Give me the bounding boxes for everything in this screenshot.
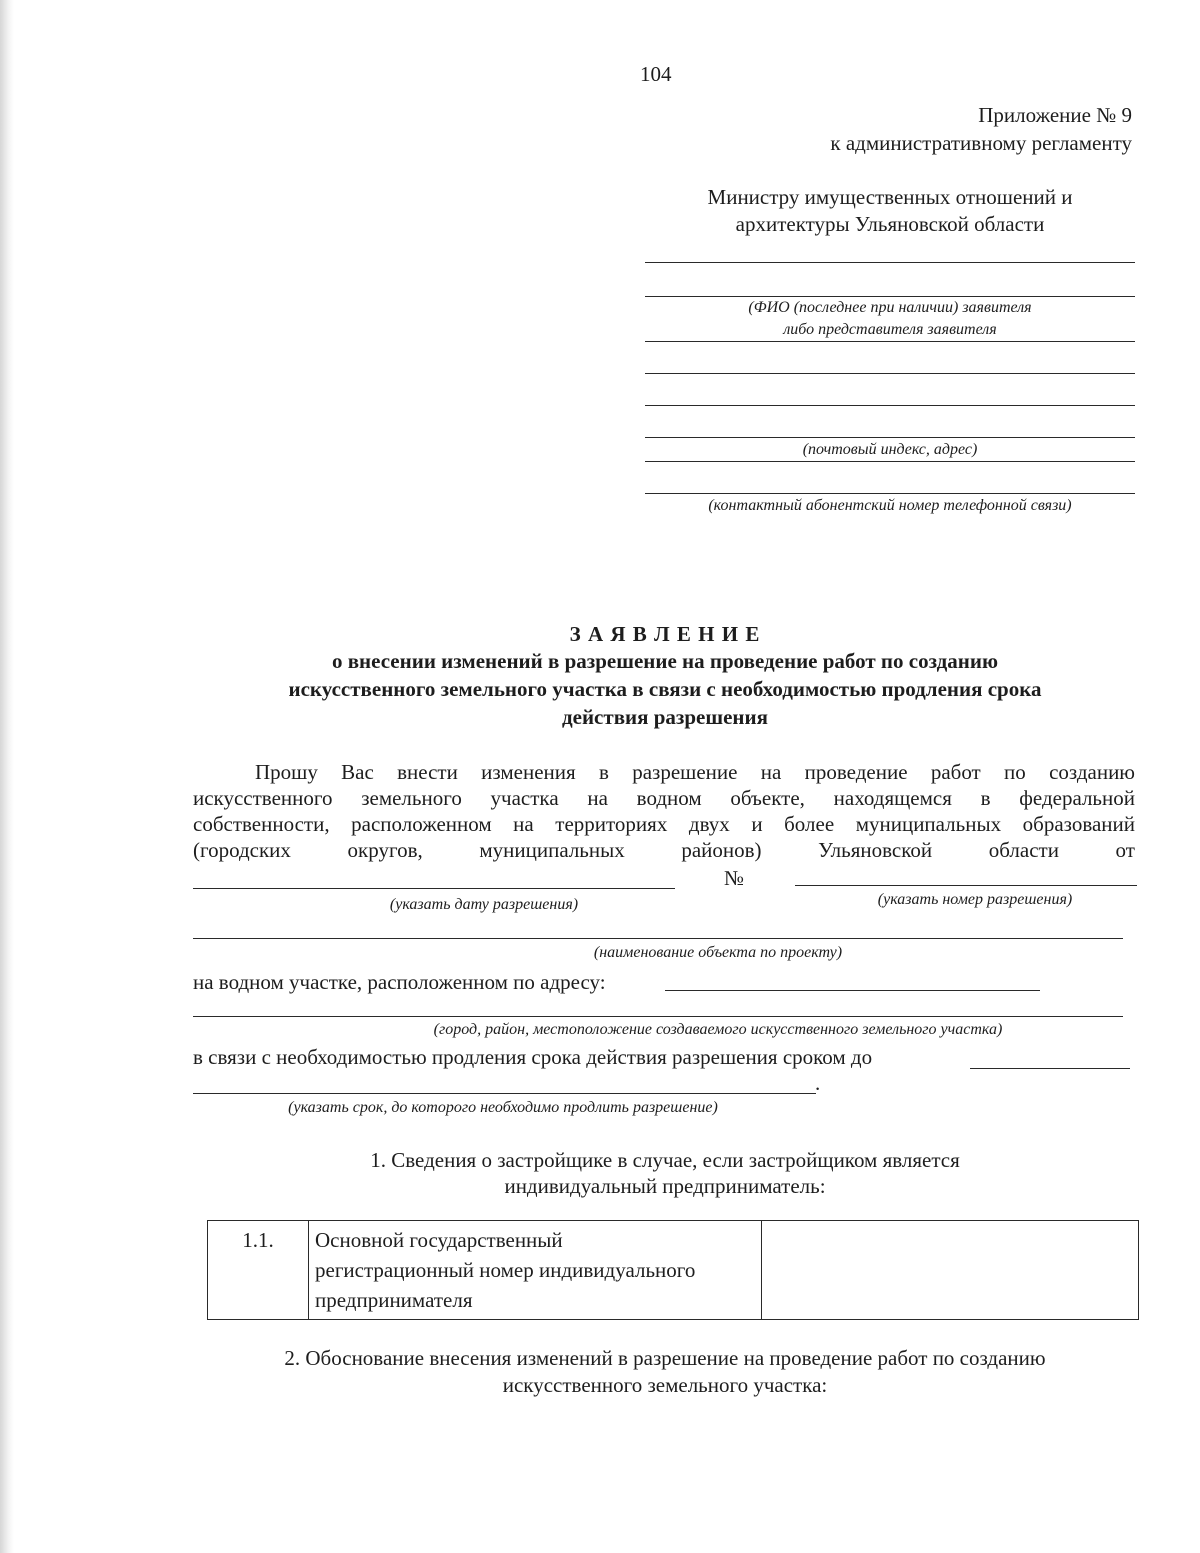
row-label xyxy=(309,1221,762,1320)
row-label-line2: регистрационный номер индивидуального xyxy=(315,1258,696,1282)
address-line-4[interactable] xyxy=(645,437,1135,438)
document-subtitle-line1: о внесении изменений в разрешение на проведение работ по созданию xyxy=(331,649,999,673)
number-sign: № xyxy=(724,866,745,890)
body-line4 xyxy=(193,838,1135,863)
address-label: на водном участке, расположенном по адресу: xyxy=(193,970,606,994)
postal-caption: (почтовый индекс, адрес) xyxy=(802,441,978,458)
water-site-address-line[interactable] xyxy=(665,990,1040,991)
permit-number-line[interactable] xyxy=(795,885,1137,886)
permit-date-caption: (указать дату разрешения) xyxy=(389,896,579,913)
body-line4-word: (городских xyxy=(193,838,291,862)
term-line-2[interactable] xyxy=(193,1093,816,1094)
term-label: в связи с необходимостью продления срока действия разрешения сроком до xyxy=(193,1045,873,1069)
addressee-line1: Министру имущественных отношений и xyxy=(707,185,1073,209)
body-line3: собственности, расположенном на территориях двух и более муниципальных образований xyxy=(193,812,1135,836)
fio-caption-line1: (ФИО (последнее при наличии) заявителя xyxy=(748,299,1032,316)
body-line4-word: районов) xyxy=(681,838,762,862)
scan-edge-shadow xyxy=(0,0,14,1553)
address-line-5[interactable] xyxy=(645,461,1135,462)
appendix-line1: Приложение № 9 xyxy=(978,103,1132,127)
document-subtitle-line3: действия разрешения xyxy=(562,705,768,729)
row-label-line1: Основной государственный xyxy=(315,1228,563,1252)
location-caption: (город, район, местоположение создаваемого искусственного земельного участка) xyxy=(433,1021,1003,1038)
body-line4-word: области xyxy=(988,838,1059,862)
term-line-1[interactable] xyxy=(970,1068,1130,1069)
row-label-line3: предпринимателя xyxy=(315,1288,473,1312)
body-line4-word: муниципальных xyxy=(479,838,625,862)
term-period: . xyxy=(815,1071,821,1095)
address-line-3[interactable] xyxy=(645,405,1135,406)
document-heading: З А Я В Л Е Н И Е xyxy=(569,622,761,646)
body-line4-word: Ульяновской xyxy=(818,838,933,862)
document-subtitle-line2: искусственного земельного участка в связи с необходимостью продления срока xyxy=(288,677,1042,701)
body-line4-word: округов, xyxy=(347,838,423,862)
phone-line[interactable] xyxy=(645,493,1135,494)
ogrnip-value-cell[interactable] xyxy=(762,1221,1139,1320)
applicant-info-table xyxy=(207,1220,1139,1320)
section2-heading-line2: искусственного земельного участка: xyxy=(502,1373,828,1397)
location-line[interactable] xyxy=(193,1016,1123,1017)
object-name-line[interactable] xyxy=(193,938,1123,939)
address-line-2[interactable] xyxy=(645,373,1135,374)
permit-number-caption: (указать номер разрешения) xyxy=(877,891,1073,908)
address-line-1[interactable] xyxy=(645,341,1135,342)
phone-caption: (контактный абонентский номер телефонной связи) xyxy=(708,497,1072,514)
table-row xyxy=(208,1221,1139,1320)
fio-caption-line2: либо представителя заявителя xyxy=(783,321,997,338)
object-name-caption: (наименование объекта по проекту) xyxy=(593,944,843,961)
section2-heading-line1: 2. Обоснование внесения изменений в разрешение на проведение работ по созданию xyxy=(284,1346,1046,1370)
section1-heading-line1: 1. Сведения о застройщике в случае, если застройщиком является xyxy=(370,1148,960,1172)
body-line1: Прошу Вас внести изменения в разрешение на проведение работ по созданию xyxy=(255,760,1135,784)
permit-date-line[interactable] xyxy=(193,888,675,889)
appendix-line2: к административному регламенту xyxy=(830,131,1132,155)
applicant-name-line-1[interactable] xyxy=(645,262,1135,263)
addressee-line2: архитектуры Ульяновской области xyxy=(735,212,1045,236)
body-line4-word: от xyxy=(1115,838,1135,862)
applicant-name-line-2[interactable] xyxy=(645,296,1135,297)
section1-heading-line2: индивидуальный предприниматель: xyxy=(504,1174,826,1198)
body-line2: искусственного земельного участка на водном объекте, находящемся в федеральной xyxy=(193,786,1135,810)
row-number: 1.1. xyxy=(208,1221,309,1320)
term-caption: (указать срок, до которого необходимо продлить разрешение) xyxy=(288,1099,718,1116)
page-number: 104 xyxy=(640,62,672,86)
